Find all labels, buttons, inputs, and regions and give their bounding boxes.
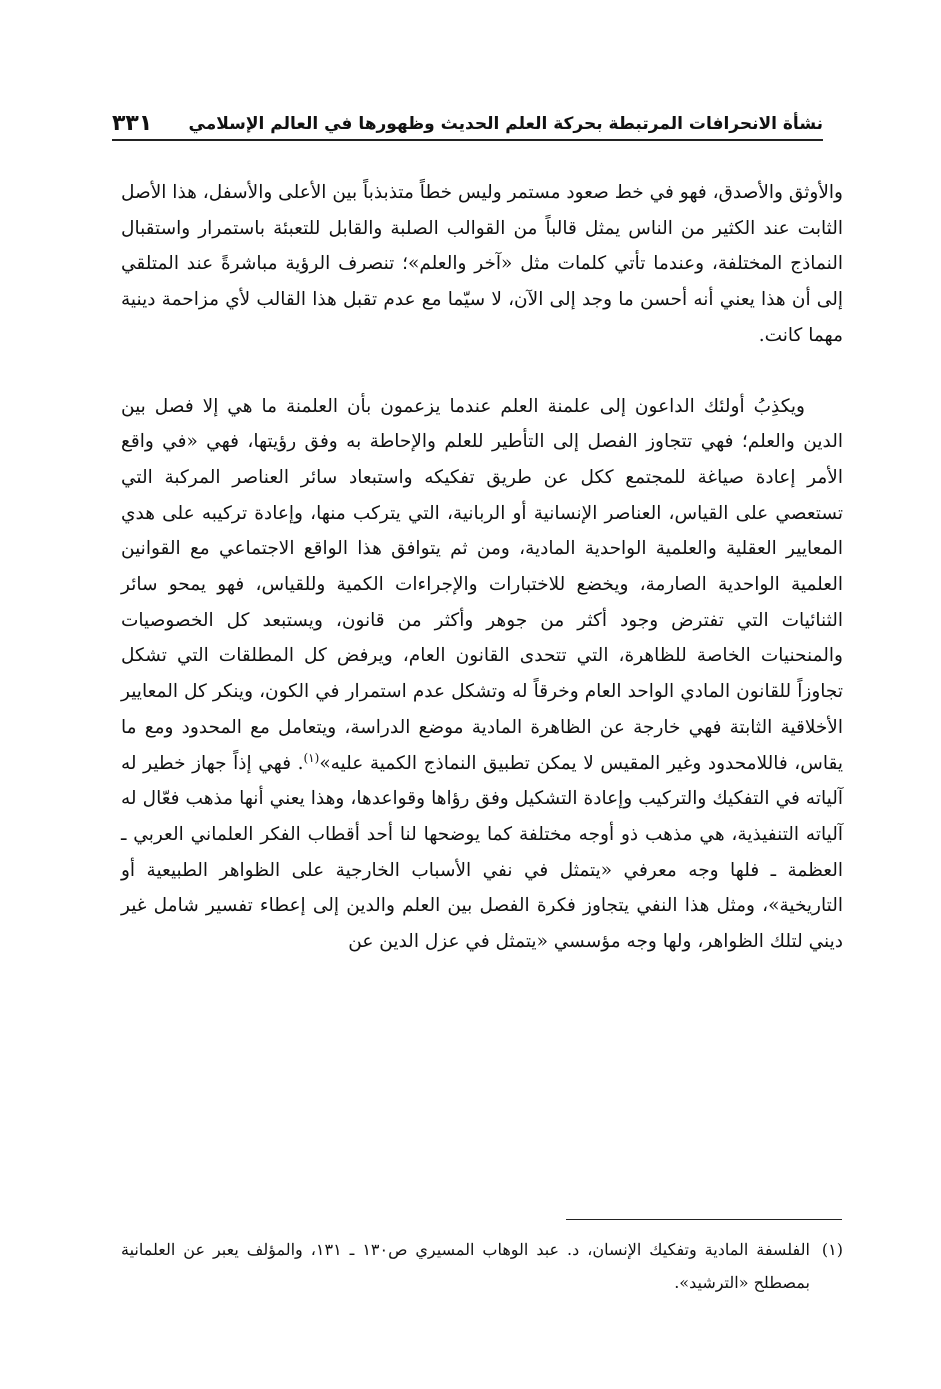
footnote-reference[interactable]: (١) bbox=[303, 750, 320, 765]
page-number: ٣٣١ bbox=[112, 111, 153, 136]
footnote-text: الفلسفة المادية وتفكيك الإنسان، د. عبد الوهاب المسيري ص١٣٠ ـ ١٣١، والمؤلف يعبر عن العلمانية بمصطلح «الترشيد». bbox=[121, 1240, 810, 1292]
main-text bbox=[121, 175, 843, 960]
paragraph-text: ويكذِبُ أولئك الداعون إلى علمنة العلم عندما يزعمون بأن العلمنة ما هي إلا فصل بين الدين والعلم؛ فهي تتجاوز الفصل إلى التأطير للعلم والإحاطة به وفق رؤيتها، فهي «في واقع الأمر إعادة صياغة للمجتمع ككل عن طريق تفكيكه واستبعاد سائر العناصر المركبة التي تستعصي على القياس، العناصر الإنسانية أو الربانية، التي يتركب منها، وإعادة تركيبه على هدي المعايير العقلية والعلمية الواحدية المادية، ومن ثم يتوافق هذا الواقع الاجتماعي مع القوانين العلمية الواحدية الصارمة، ويخضع للاختبارات والإجراءات الكمية وللقياس، فهو يمحو سائر الثنائيات التي تفترض وجود أكثر من جوهر وأكثر من قانون، ويستبعد كل الخصوصيات والمنحنيات الخاصة للظاهرة، التي تتحدى القانون العام، ويرفض كل المطلقات التي تشكل تجاوزاً للقانون المادي الواحد العام وخرقاً له وتشكل عدم استمرار في الكون، وينكر كل المعايير الأخلاقية الثابتة فهي خارجة عن الظاهرة المادية موضع الدراسة، ويتعامل مع المحدود ومع ما يقاس، فاللامحدود وغير المقيس لا يمكن تطبيق النماذج الكمية عليه» bbox=[121, 395, 843, 774]
paragraph-text: . فهي إذاً جهاز خطير له آلياته في التفكيك والتركيب وإعادة التشكيل وفق رؤاها وقواعدها، وهذا يعني أنها مذهب فعّال له آلياته التنفيذية، هي مذهب ذو أوجه مختلفة كما يوضحها لنا أحد أقطاب الفكر العلماني العربي ـ العظمة ـ فلها وجه معرفي «يتمثل في نفي الأسباب الخارجية على الظواهر الطبيعية أو التاريخية»، ومثل هذا النفي يتجاوز فكرة الفصل بين العلم والدين إلى إعطاء تفسير شامل غير ديني لتلك الظواهر، ولها وجه مؤسسي «يتمثل في عزل الدين عن bbox=[121, 752, 843, 953]
footnote bbox=[121, 1233, 843, 1299]
header-divider bbox=[112, 139, 823, 141]
footnote-marker: (١) bbox=[821, 1240, 843, 1259]
paragraph: والأوثق والأصدق، فهو في خط صعود مستمر وليس خطاً متذبذباً بين الأعلى والأسفل، هذا الأصل الثابت عند الكثير من الناس يمثل قالباً من القوالب الصلبة والقابل للتعبئة باستمرار واستقبال النماذج المختلفة، وعندما تأتي كلمات مثل «آخر والعلم»؛ تنصرف الرؤية مباشرةً عند المتلقي إلى أن هذا يعني أنه أحسن ما وجد إلى الآن، لا سيّما مع عدم تقبل هذا القالب لأي مزاحمة دينية مهما كانت. bbox=[121, 182, 843, 346]
footnote-divider bbox=[566, 1219, 842, 1220]
footnotes bbox=[121, 1233, 843, 1299]
header-title: نشأة الانحرافات المرتبطة بحركة العلم الحديث وظهورها في العالم الإسلامي bbox=[188, 114, 823, 134]
running-header bbox=[112, 96, 823, 136]
paragraph bbox=[121, 389, 843, 960]
